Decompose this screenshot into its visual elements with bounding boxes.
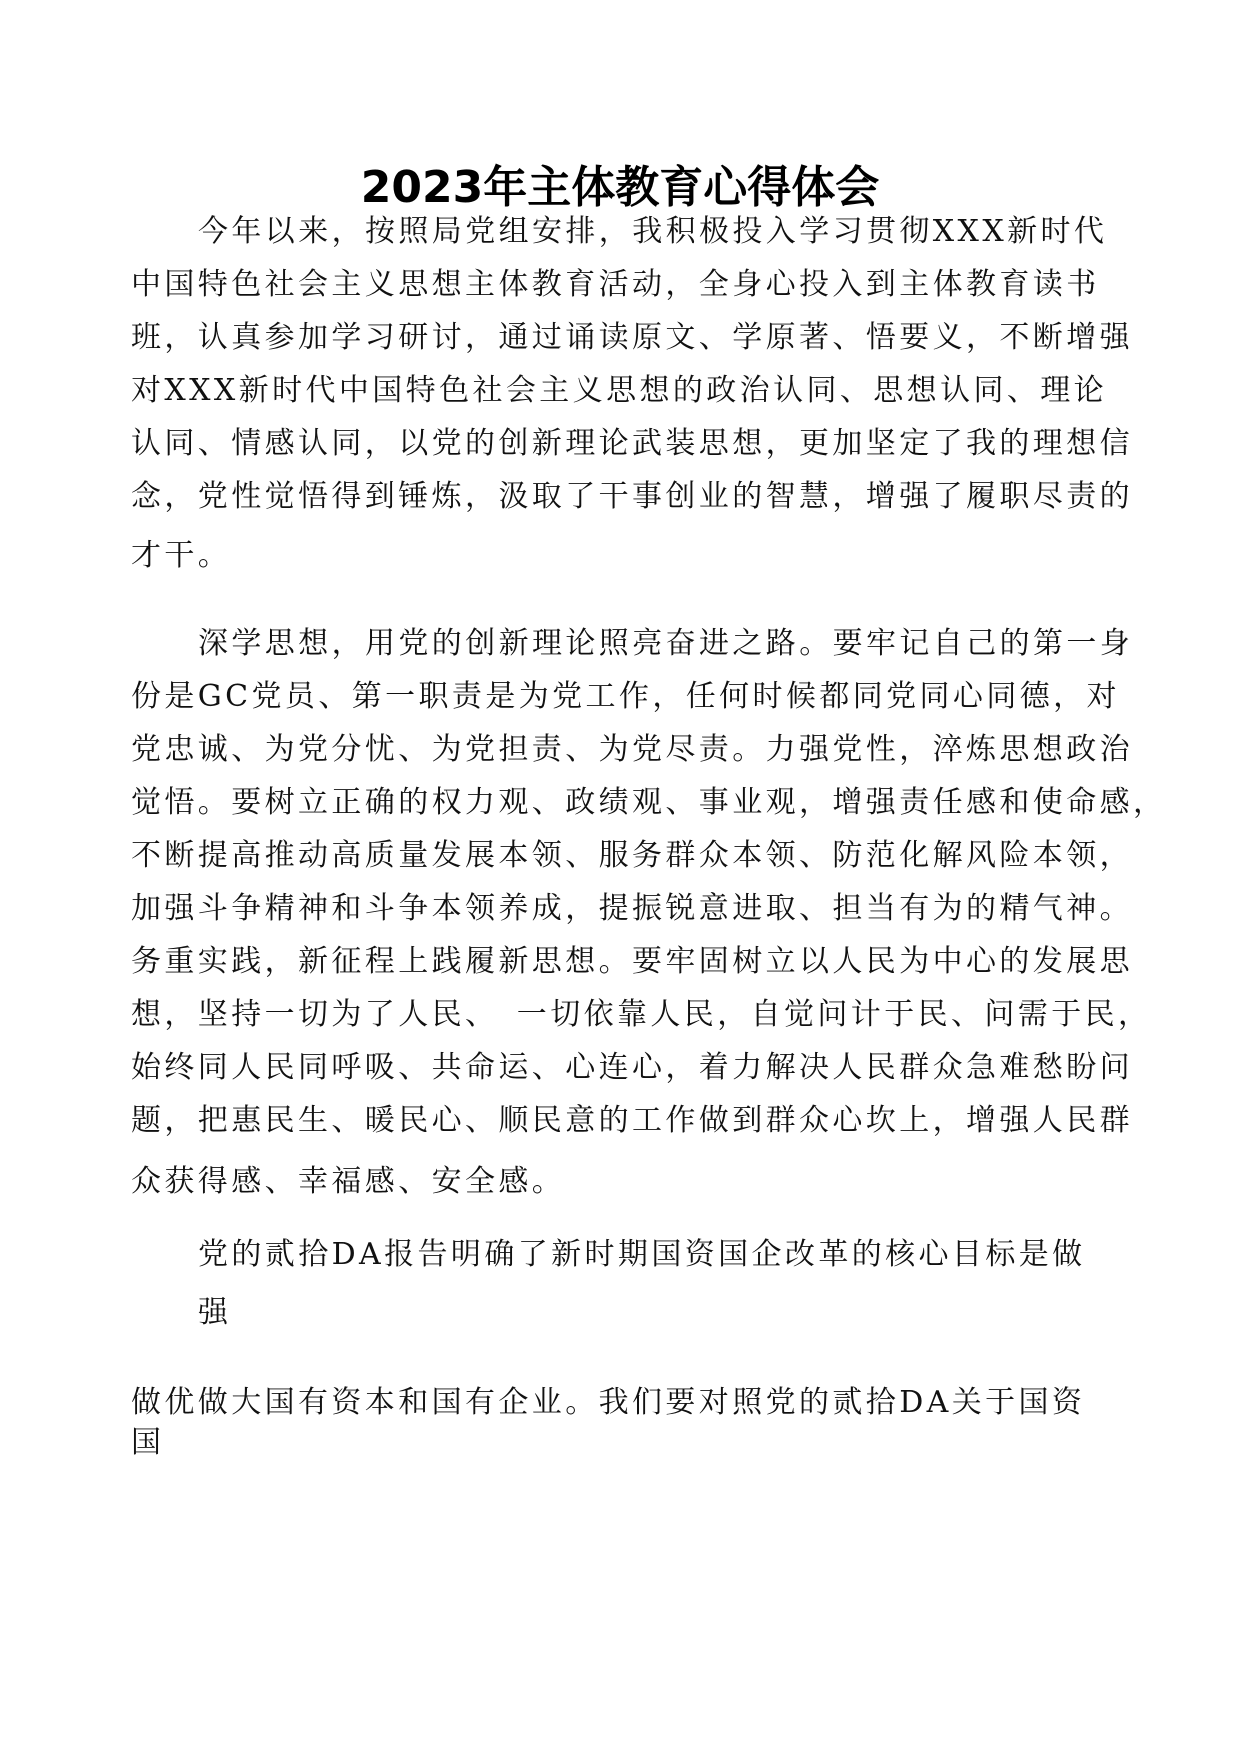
paragraph-line: 对XXX新时代中国特色社会主义思想的政治认同、思想认同、理论 <box>131 373 1108 408</box>
paragraph-line: 才干。 <box>131 538 232 573</box>
paragraph-line: 做优做大国有资本和国有企业。我们要对照党的贰拾DA关于国资 <box>131 1385 1086 1420</box>
paragraph-line: 党的贰拾DA报告明确了新时期国资国企改革的核心目标是做 <box>198 1237 1086 1272</box>
paragraph-line: 认同、情感认同，以党的创新理论武装思想，更加坚定了我的理想信 <box>131 426 1133 461</box>
paragraph-line: 强 <box>198 1295 232 1330</box>
paragraph-line: 加强斗争精神和斗争本领养成，提振锐意进取、担当有为的精气神。 <box>131 891 1133 926</box>
paragraph-line: 念，党性觉悟得到锤炼，汲取了干事创业的智慧，增强了履职尽责的 <box>131 479 1133 514</box>
paragraph-line: 题，把惠民生、暖民心、顺民意的工作做到群众心坎上，增强人民群 <box>131 1103 1133 1138</box>
paragraph-line: 党忠诚、为党分忧、为党担责、为党尽责。力强党性，淬炼思想政治 <box>131 732 1133 767</box>
paragraph-line: 众获得感、幸福感、安全感。 <box>131 1164 566 1199</box>
paragraph-line: 不断提高推动高质量发展本领、服务群众本领、防范化解风险本领， <box>131 838 1133 873</box>
paragraph-line: 想，坚持一切为了人民、 一切依靠人民，自觉问计于民、问需于民， <box>131 997 1152 1032</box>
paragraph-line: 今年以来，按照局党组安排，我积极投入学习贯彻XXX新时代 <box>198 214 1108 249</box>
paragraph-line: 觉悟。要树立正确的权力观、政绩观、事业观，增强责任感和使命感， <box>131 785 1167 820</box>
paragraph-line: 深学思想，用党的创新理论照亮奋进之路。要牢记自己的第一身 <box>198 626 1134 661</box>
paragraph-line: 中国特色社会主义思想主体教育活动，全身心投入到主体教育读书 <box>131 267 1100 302</box>
paragraph-line: 国 <box>131 1425 165 1460</box>
paragraph-line: 始终同人民同呼吸、共命运、心连心，着力解决人民群众急难愁盼问 <box>131 1050 1133 1085</box>
document-title: 2023年主体教育心得体会 <box>360 162 880 213</box>
paragraph-line: 务重实践，新征程上践履新思想。要牢固树立以人民为中心的发展思 <box>131 944 1133 979</box>
paragraph-line: 份是GC党员、第一职责是为党工作，任何时候都同党同心同德，对 <box>131 679 1120 714</box>
paragraph-line: 班，认真参加学习研讨，通过诵读原文、学原著、悟要义，不断增强 <box>131 320 1133 355</box>
